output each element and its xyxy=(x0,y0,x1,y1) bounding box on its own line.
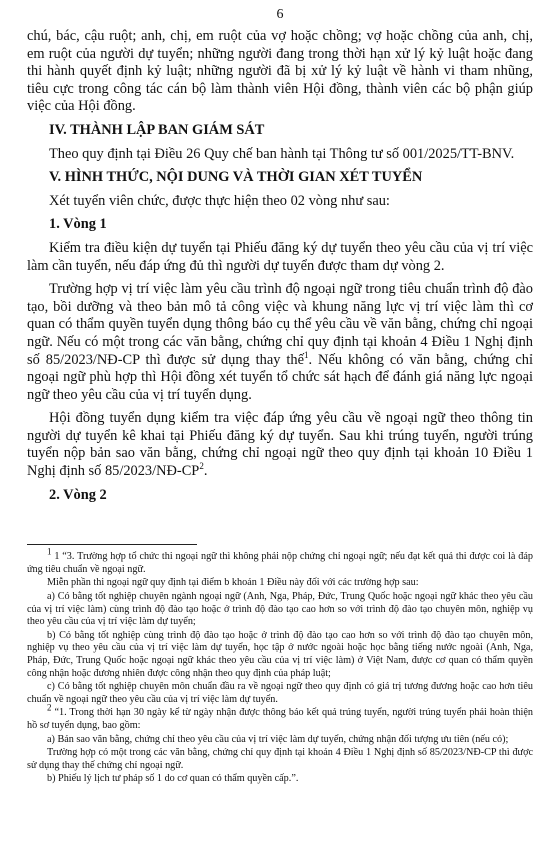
footnote-1-line: c) Có bằng tốt nghiệp chuyên môn chuẩn đầu ra về ngoại ngữ theo quy định có giá trị tương đương hoặc cao hơn tiêu chuẩn về ngoại ngữ theo yêu cầu của vị trí việc làm dự tuyển. xyxy=(27,681,533,705)
section-heading-v: V. HÌNH THỨC, NỘI DUNG VÀ THỜI GIAN XÉT TUYỂN xyxy=(49,169,423,186)
footnote-ref-1[interactable]: 1 xyxy=(304,349,309,360)
footnote-2-line: a) Bản sao văn bằng, chứng chỉ theo yêu cầu của vị trí việc làm dự tuyển, chứng nhận đối tượng ưu tiên (nếu có); xyxy=(47,733,509,745)
footnote-marker: 1 xyxy=(47,546,52,557)
footnote-1-line: a) Có bằng tốt nghiệp chuyên ngành ngoại ngữ (Anh, Nga, Pháp, Đức, Trung Quốc hoặc ngoại ngữ khác theo yêu cầu của vị trí việc làm) cùng trình độ đào tạo hoặc ở trình độ đào tạo cao hơn so với trình độ đào tạo chuyên môn, nghiệp vụ theo yêu cầu của vị trí việc làm dự tuyển; xyxy=(27,591,533,628)
paragraph-continuation: chú, bác, cậu ruột; anh, chị, em ruột của vợ hoặc chồng; vợ hoặc chồng của anh, chị, em ruột của người dự tuyển; những người đang trong thời hạn xử lý kỷ luật hoặc đang thi hành quyết định kỷ luật; những người đã bị xử lý kỷ luật về hành vi tham nhũng, tiêu cực trong công tác cán bộ làm thành viên Hội đồng, thành viên các bộ phận giúp việc của Hội đồng. xyxy=(27,28,533,115)
footnote-divider xyxy=(27,544,197,545)
footnotes xyxy=(27,546,533,786)
page-number: 6 xyxy=(276,7,284,22)
subheading-round-2: 2. Vòng 2 xyxy=(49,486,107,503)
paragraph-council-check xyxy=(27,410,533,480)
paragraph-text: Hội đồng tuyển dụng kiểm tra việc đáp ứng yêu cầu về ngoại ngữ theo thông tin người dự tuyển kê khai tại Phiếu đăng ký dự tuyển. Sau khi trúng tuyển, người trúng tuyển nộp bản sao văn bằng, chứng chỉ ngoại ngữ theo quy định tại khoản 10 Điều 1 Nghị định số 85/2023/NĐ-CP xyxy=(27,410,533,480)
subheading-round-1: 1. Vòng 1 xyxy=(49,216,107,233)
footnote-1-line: Miễn phần thi ngoại ngữ quy định tại điểm b khoản 1 Điều này đối với các trường hợp sau: xyxy=(47,577,419,589)
paragraph-text: . Nếu không có văn bằng, chứng chỉ ngoại ngữ phù hợp thì Hội đồng xét tuyển tổ chức sát hạch để đánh giá năng lực ngoại ngữ theo yêu cầu của vị trí tuyển dụng. xyxy=(27,351,533,403)
footnote-text: 1 “3. Trường hợp tổ chức thi ngoại ngữ thì không phải nộp chứng chỉ ngoại ngữ; nếu đạt kết quả thi được coi là đáp ứng tiêu chuẩn về ngoại ngữ. xyxy=(27,551,533,575)
paragraph-round-1-check: Kiểm tra điều kiện dự tuyển tại Phiếu đăng ký dự tuyển theo yêu cầu của vị trí việc làm cần tuyển, nếu đáp ứng đủ thì người dự tuyển được tham dự vòng 2. xyxy=(27,239,533,274)
footnote-marker: 2 xyxy=(47,702,52,713)
paragraph-foreign-language xyxy=(27,281,533,404)
footnote-2-line: b) Phiếu lý lịch tư pháp số 1 do cơ quan có thẩm quyền cấp.”. xyxy=(47,773,299,785)
footnote-1-line: b) Có bằng tốt nghiệp cùng trình độ đào tạo hoặc ở trình độ đào tạo cao hơn so với trình độ đào tạo chuyên môn, nghiệp vụ theo yêu cầu của vị trí việc làm dự tuyển, học tập ở nước ngoài hoặc học bằng tiếng nước ngoài (Anh, Nga, Pháp, Đức, Trung Quốc hoặc ngoại ngữ khác theo yêu cầu của vị trí việc làm) ở Việt Nam, được cơ quan có thẩm quyền công nhận hoặc đương nhiên được công nhận theo quy định của pháp luật; xyxy=(27,629,533,679)
section-heading-iv: IV. THÀNH LẬP BAN GIÁM SÁT xyxy=(49,121,265,138)
paragraph-text: Trường hợp vị trí việc làm yêu cầu trình độ ngoại ngữ trong tiêu chuẩn trình độ đào tạo, bồi dưỡng và theo bản mô tả công việc và khung năng lực vị trí việc làm thì cơ quan có thẩm quyền tuyển dụng thông báo cụ thể yêu cầu về văn bằng, chứng chỉ ngoại ngữ. Nếu có một trong các văn bằng, chứng chỉ quy định tại khoản 4 Điều 1 Nghị định số 85/2023/NĐ-CP thì được sử dụng thay thế xyxy=(27,281,533,368)
paragraph-rounds-intro: Xét tuyển viên chức, được thực hiện theo 02 vòng như sau: xyxy=(49,192,390,209)
paragraph-supervision: Theo quy định tại Điều 26 Quy chế ban hành tại Thông tư số 001/2025/TT-BNV. xyxy=(49,145,515,162)
footnote-text: “1. Trong thời hạn 30 ngày kể từ ngày nhận được thông báo kết quả trúng tuyển, người trúng tuyển phải hoàn thiện hồ sơ tuyển dụng, bao gồm: xyxy=(27,707,533,731)
footnote-ref-2[interactable]: 2 xyxy=(199,461,204,472)
footnote-2 xyxy=(27,702,533,732)
paragraph-text: . xyxy=(203,463,208,480)
footnote-2-line: Trường hợp có một trong các văn bằng, chứng chỉ quy định tại khoản 4 Điều 1 Nghị định số 85/2023/NĐ-CP thì được sử dụng thay thế chứng chỉ ngoại ngữ. xyxy=(27,747,533,771)
main-text xyxy=(27,28,533,504)
footnote-1 xyxy=(27,546,533,576)
